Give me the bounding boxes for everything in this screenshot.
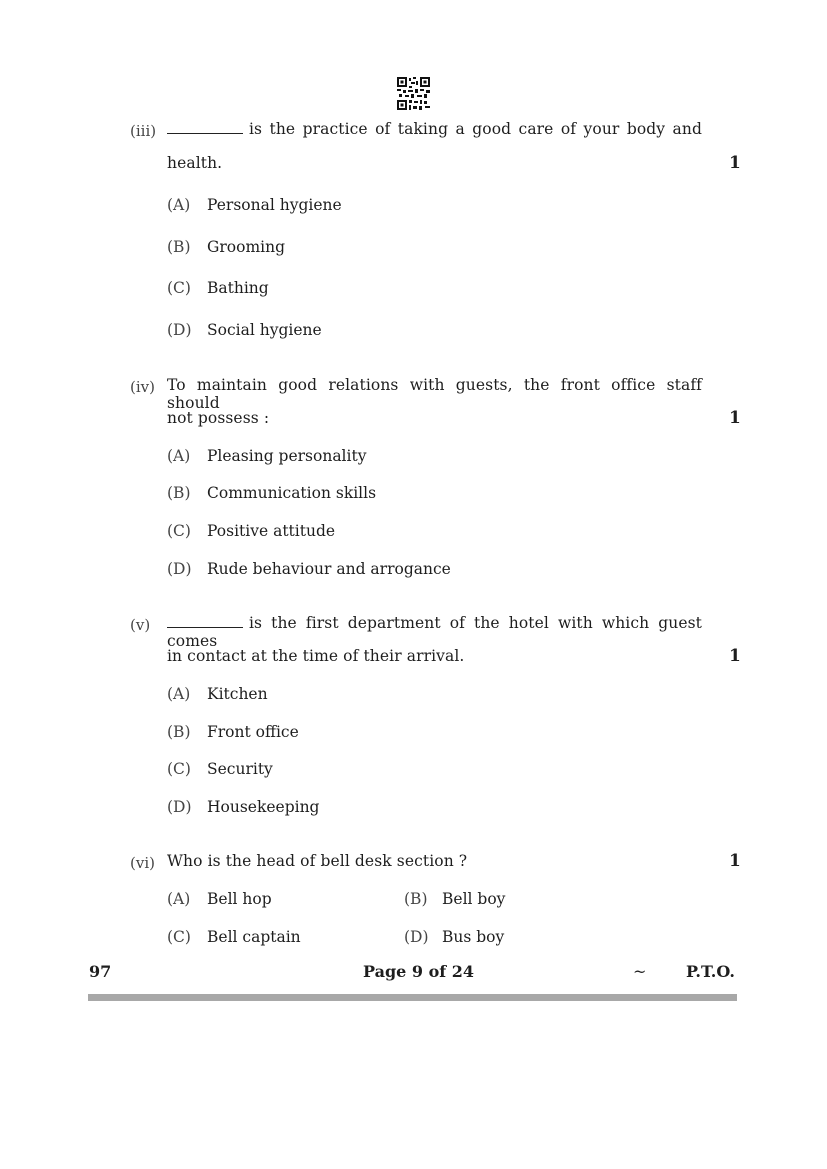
question-number: (vi) <box>130 854 155 872</box>
question-number: (iv) <box>130 378 155 396</box>
question-text-line2: health. <box>167 154 223 172</box>
option-a: (A) Pleasing personality <box>167 447 367 465</box>
answer-blank <box>167 615 243 628</box>
answer-blank <box>167 121 243 134</box>
marks-label: 1 <box>729 408 741 428</box>
footer-rule <box>88 994 737 1001</box>
option-d: (D) Housekeeping <box>167 798 320 816</box>
option-d: (D) Rude behaviour and arrogance <box>167 560 451 578</box>
question-text-line1: is the practice of taking a good care of your body and <box>167 120 702 138</box>
question-text-line1: To maintain good relations with guests, the front office staff should <box>167 376 702 412</box>
option-c: (C) Bell captain <box>167 928 301 946</box>
paper-code: 97 <box>89 962 112 981</box>
option-b: (B) Communication skills <box>167 484 377 502</box>
option-b: (B) Grooming <box>167 238 286 256</box>
option-a: (A) Kitchen <box>167 685 268 703</box>
question-text-line1: Who is the head of bell desk section ? <box>167 852 468 870</box>
page-number: Page 9 of 24 <box>363 962 474 981</box>
qr-code-icon <box>397 77 430 110</box>
pto-label: P.T.O. <box>686 962 735 981</box>
question-number: (v) <box>130 616 151 634</box>
marks-label: 1 <box>729 646 741 666</box>
option-a: (A) Personal hygiene <box>167 196 342 214</box>
question-text-line2: not possess : <box>167 409 270 427</box>
question-text-line2: in contact at the time of their arrival. <box>167 647 465 665</box>
marks-label: 1 <box>729 153 741 173</box>
option-b: (B) Bell boy <box>404 890 506 908</box>
tilde-mark: ~ <box>633 962 647 981</box>
option-d: (D) Bus boy <box>404 928 505 946</box>
option-c: (C) Bathing <box>167 279 269 297</box>
option-a: (A) Bell hop <box>167 890 272 908</box>
option-b: (B) Front office <box>167 723 299 741</box>
option-d: (D) Social hygiene <box>167 321 322 339</box>
marks-label: 1 <box>729 851 741 871</box>
option-c: (C) Positive attitude <box>167 522 336 540</box>
option-c: (C) Security <box>167 760 273 778</box>
question-text-line1: is the first department of the hotel with which guest comes <box>167 614 702 650</box>
question-number: (iii) <box>130 122 157 140</box>
